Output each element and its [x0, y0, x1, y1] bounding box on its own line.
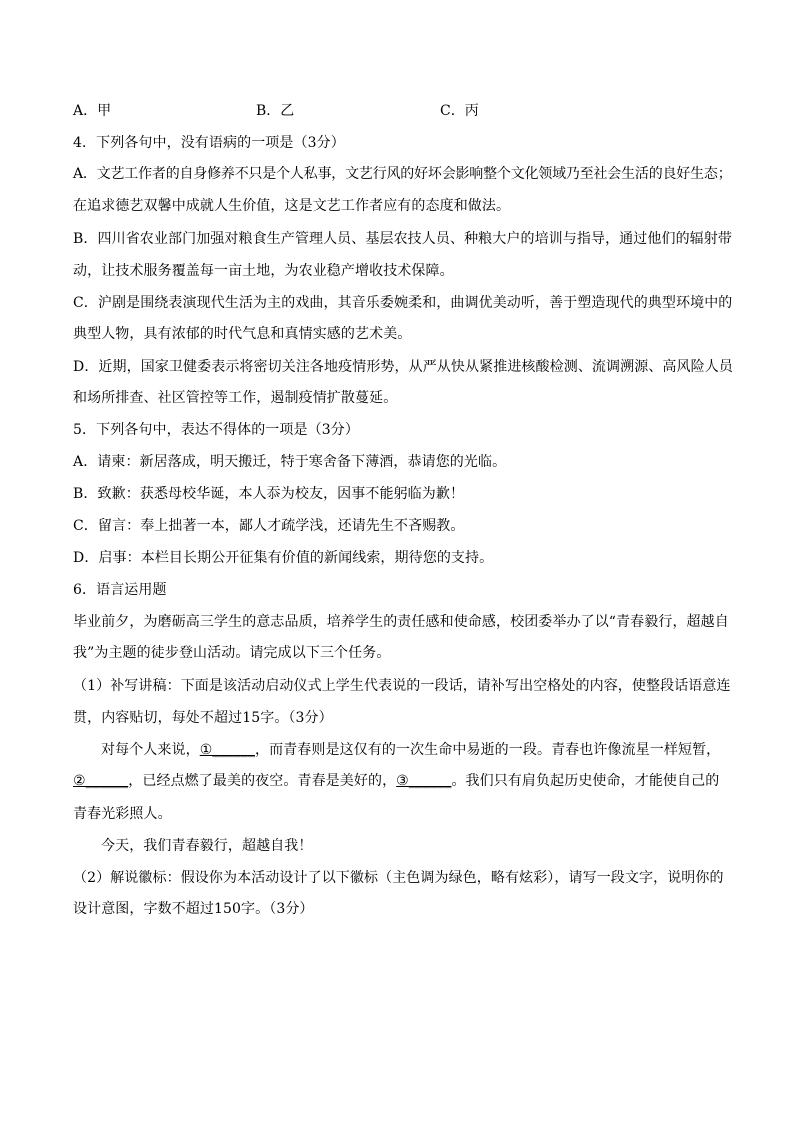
q5-stem: 5．下列各句中，表达不得体的一项是（3分）: [73, 422, 359, 438]
q6-part2-line2: 设计意图，字数不超过150字。（3分）: [73, 901, 314, 917]
speech-line4: 今天，我们青春毅行，超越自我！: [101, 838, 313, 854]
option-c: C．丙: [440, 103, 479, 119]
q4-option-c-line2: 典型人物，具有浓郁的时代气息和真情实感的艺术美。: [73, 326, 412, 342]
q4-option-d-line1: D．近期，国家卫健委表示将密切关注各地疫情形势，从严从快从紧推进核酸检测、流调溯源、高风险人员: [73, 359, 733, 375]
speech-line1: [101, 740, 720, 760]
q5-option-d: D．启事：本栏目长期公开征集有价值的新闻线索，期待您的支持。: [73, 550, 494, 566]
q4-stem: 4．下列各句中，没有语病的一项是（3分）: [73, 135, 345, 151]
q4-option-b-line2: 动，让技术服务覆盖每一亩土地，为农业稳产增收技术保障。: [73, 263, 454, 279]
speech-text: 对每个人来说，: [101, 742, 200, 758]
q5-option-c: C．留言：奉上拙著一本，鄙人才疏学浅，还请先生不吝赐教。: [73, 518, 465, 534]
speech-line2: [73, 771, 719, 791]
q4-option-a-line2: 在追求德艺双馨中成就人生价值，这是文艺工作者应有的态度和做法。: [73, 198, 511, 214]
blank-2: ②______: [73, 773, 129, 789]
speech-line3: 青春光彩照人。: [73, 806, 172, 822]
q6-stem: 6．语言运用题: [73, 582, 167, 598]
q4-option-a-line1: A．文艺工作者的自身修养不只是个人私事，文艺行风的好坏会影响整个文化领域乃至社会生活的良好生态；: [73, 166, 732, 182]
q4-option-c-line1: C．沪剧是围绕表演现代生活为主的戏曲，其音乐委婉柔和，曲调优美动听，善于塑造现代的典型环境中的: [73, 295, 733, 311]
speech-text: 。我们只有肩负起历史使命，才能使自己的: [451, 773, 720, 789]
blank-3: ③______: [396, 773, 452, 789]
q4-option-d-line2: 和场所排查、社区管控等工作，遏制疫情扩散蔓延。: [73, 390, 398, 406]
q6-part1-line1: （1）补写讲稿：下面是该活动启动仪式上学生代表说的一段话，请补写出空格处的内容，使整段话语意连: [73, 678, 731, 694]
q5-option-a: A．请柬：新居落成，明天搬迁，特于寒舍备下薄酒，恭请您的光临。: [73, 454, 507, 470]
option-a: A．甲: [73, 103, 112, 119]
q4-option-b-line1: B．四川省农业部门加强对粮食生产管理人员、基层农技人员、种粮大户的培训与指导，通过他们的辐射带: [73, 231, 732, 247]
speech-text: ，而青春则是这仅有的一次生命中易逝的一段。青春也许像流星一样短暂，: [254, 742, 721, 758]
q5-option-b: B．致歉：获悉母校华诞，本人忝为校友，因事不能躬临为歉！: [73, 486, 465, 502]
blank-1: ①______: [199, 742, 255, 758]
speech-text: ，已经点燃了最美的夜空。青春是美好的，: [128, 773, 397, 789]
q6-part1-line2: 贯，内容贴切，每处不超过15字。（3分）: [73, 710, 333, 726]
q6-part2-line1: （2）解说徽标：假设你为本活动设计了以下徽标（主色调为绿色，略有炫彩），请写一段文字，说明你的: [73, 870, 724, 886]
q6-intro-line1: 毕业前夕，为磨砺高三学生的意志品质，培养学生的责任感和使命感，校团委举办了以“青春毅行，超越自: [73, 614, 729, 630]
option-b: B．乙: [256, 103, 295, 119]
q6-intro-line2: 我”为主题的徒步登山活动。请完成以下三个任务。: [73, 645, 391, 661]
